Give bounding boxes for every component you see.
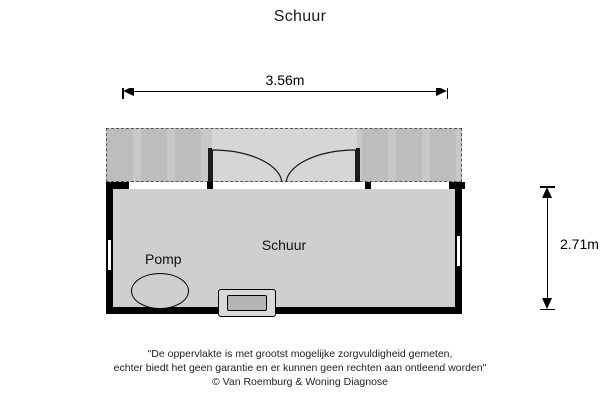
door-opening <box>213 182 365 189</box>
width-dimension-value: 3.56m <box>260 72 311 88</box>
window-icon <box>456 235 461 267</box>
page-title: Schuur <box>273 8 327 25</box>
wall-opening <box>371 182 449 189</box>
dimension-line <box>128 91 442 92</box>
height-dimension <box>536 186 599 310</box>
appliance-panel <box>227 295 267 311</box>
door-swing-icon <box>208 148 360 186</box>
appliance-icon <box>218 289 276 317</box>
width-dimension <box>122 72 448 102</box>
disclaimer-line-1: "De oppervlakte is met grootst mogelijke zorgvuldigheid gemeten, <box>147 348 453 360</box>
disclaimer-line-3: © Van Roemburg & Woning Diagnose <box>211 375 389 388</box>
disclaimer-line-2: echter biedt het geen garantie en er kunnen geen rechten aan ontleend worden" <box>113 361 487 374</box>
canopy-stripe <box>396 129 422 181</box>
room-label: Schuur <box>261 237 307 253</box>
disclaimer <box>0 348 600 390</box>
canopy-stripe <box>362 129 388 181</box>
pump-label: Pomp <box>145 251 182 267</box>
wall-segment <box>449 182 465 189</box>
shed-outline <box>106 182 462 314</box>
pump-ellipse-icon <box>131 273 189 309</box>
canopy-stripe <box>430 129 456 181</box>
arrow-down-icon <box>542 298 552 309</box>
arrow-up-icon <box>542 187 552 198</box>
canopy-stripe <box>141 129 167 181</box>
height-dimension-label: 2.71m <box>560 236 599 252</box>
dimension-line <box>547 192 548 304</box>
wall-segment <box>113 182 129 189</box>
window-icon <box>107 239 112 271</box>
canopy-stripe <box>175 129 201 181</box>
width-dimension-label <box>122 72 448 88</box>
canopy-stripe <box>107 129 133 181</box>
wall-opening <box>129 182 207 189</box>
